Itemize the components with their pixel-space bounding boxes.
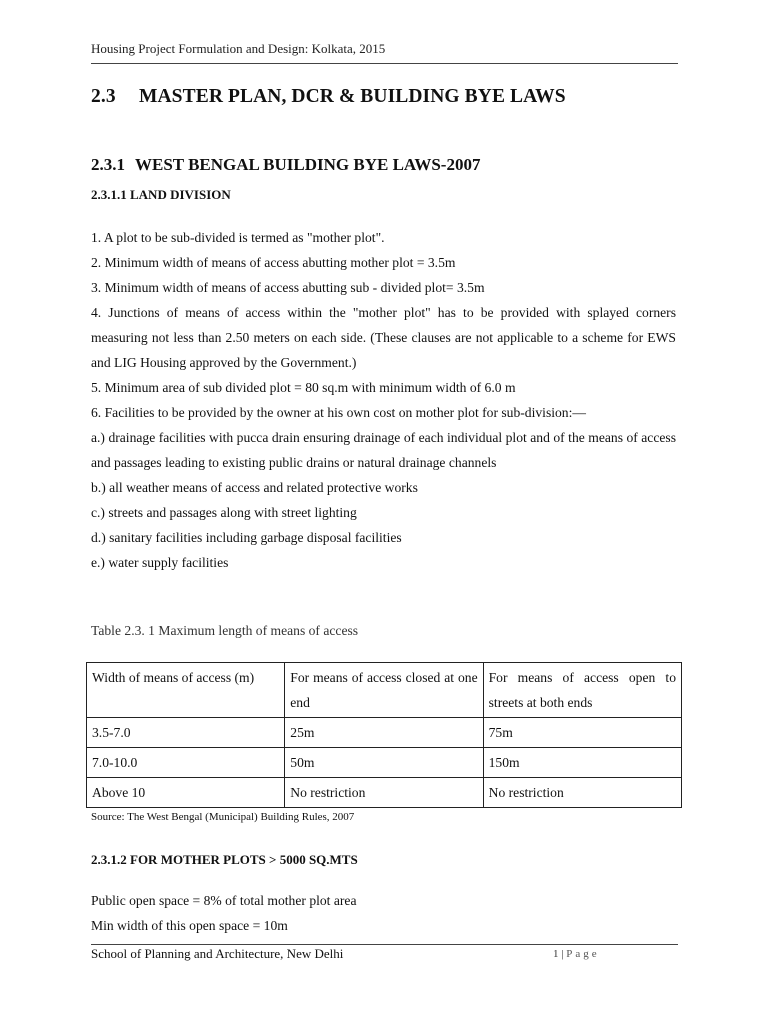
table-row bbox=[87, 748, 682, 778]
list-item: a.) drainage facilities with pucca drain ensuring drainage of each individual plot and of the means of access and passages leading to existing public drains or natural drainage channels bbox=[91, 430, 676, 470]
footer-rule bbox=[91, 944, 678, 945]
table-cell: Above 10 bbox=[87, 778, 285, 808]
list-item: d.) sanitary facilities including garbage disposal facilities bbox=[91, 530, 402, 545]
subsection-heading bbox=[91, 155, 480, 175]
running-header: Housing Project Formulation and Design: Kolkata, 2015 bbox=[91, 41, 386, 56]
table-cell: 150m bbox=[483, 748, 681, 778]
table-row bbox=[87, 718, 682, 748]
list-item: 6. Facilities to be provided by the owner at his own cost on mother plot for sub-division:— bbox=[91, 405, 586, 420]
list-item: e.) water supply facilities bbox=[91, 555, 229, 570]
list-item: b.) all weather means of access and related protective works bbox=[91, 480, 418, 495]
table-header-cell: Width of means of access (m) bbox=[87, 663, 285, 718]
subsection-title: WEST BENGAL BUILDING BYE LAWS-2007 bbox=[135, 155, 481, 174]
list-item: 4. Junctions of means of access within the "mother plot" has to be provided with splayed corners measuring not less than 2.50 meters on each side. (These clauses are not applicable to a scheme for EWS and LIG Housing approved by the Government.) bbox=[91, 305, 676, 370]
land-division-heading: 2.3.1.1 LAND DIVISION bbox=[91, 187, 231, 202]
list-item: 3. Minimum width of means of access abutting sub - divided plot= 3.5m bbox=[91, 280, 485, 295]
table-cell: 75m bbox=[483, 718, 681, 748]
list-item: c.) streets and passages along with street lighting bbox=[91, 505, 357, 520]
table-header-row bbox=[87, 663, 682, 718]
section-title: MASTER PLAN, DCR & BUILDING BYE LAWS bbox=[139, 86, 566, 107]
list-item: 2. Minimum width of means of access abutting mother plot = 3.5m bbox=[91, 255, 456, 270]
table-row bbox=[87, 778, 682, 808]
table-cell: No restriction bbox=[285, 778, 483, 808]
table-cell: 25m bbox=[285, 718, 483, 748]
list-item: Public open space = 8% of total mother plot area bbox=[91, 893, 357, 908]
subsection-number: 2.3.1 bbox=[91, 155, 125, 174]
page-separator: | bbox=[561, 948, 564, 960]
land-division-list bbox=[91, 225, 676, 575]
table-header-cell: For means of access closed at one end bbox=[285, 663, 483, 718]
page-label: Page bbox=[566, 948, 600, 960]
header-rule bbox=[91, 63, 678, 64]
table-cell: 50m bbox=[285, 748, 483, 778]
mother-plots-heading: 2.3.1.2 FOR MOTHER PLOTS > 5000 SQ.MTS bbox=[91, 852, 358, 867]
page-number bbox=[553, 948, 600, 960]
table-caption: Table 2.3. 1 Maximum length of means of access bbox=[91, 623, 359, 638]
access-length-table bbox=[86, 662, 682, 808]
running-footer: School of Planning and Architecture, New Delhi bbox=[91, 946, 344, 961]
table-cell: 7.0-10.0 bbox=[87, 748, 285, 778]
table-cell: No restriction bbox=[483, 778, 681, 808]
table-source-note: Source: The West Bengal (Municipal) Building Rules, 2007 bbox=[91, 811, 355, 823]
page-number-value: 1 bbox=[553, 948, 559, 960]
section-heading bbox=[91, 86, 566, 108]
table-cell: 3.5-7.0 bbox=[87, 718, 285, 748]
list-item: Min width of this open space = 10m bbox=[91, 918, 288, 933]
list-item: 1. A plot to be sub-divided is termed as "mother plot". bbox=[91, 230, 385, 245]
section-number: 2.3 bbox=[91, 86, 116, 107]
list-item: 5. Minimum area of sub divided plot = 80 sq.m with minimum width of 6.0 m bbox=[91, 380, 516, 395]
mother-plots-list bbox=[91, 888, 676, 938]
table-header-cell: For means of access open to streets at both ends bbox=[483, 663, 681, 718]
